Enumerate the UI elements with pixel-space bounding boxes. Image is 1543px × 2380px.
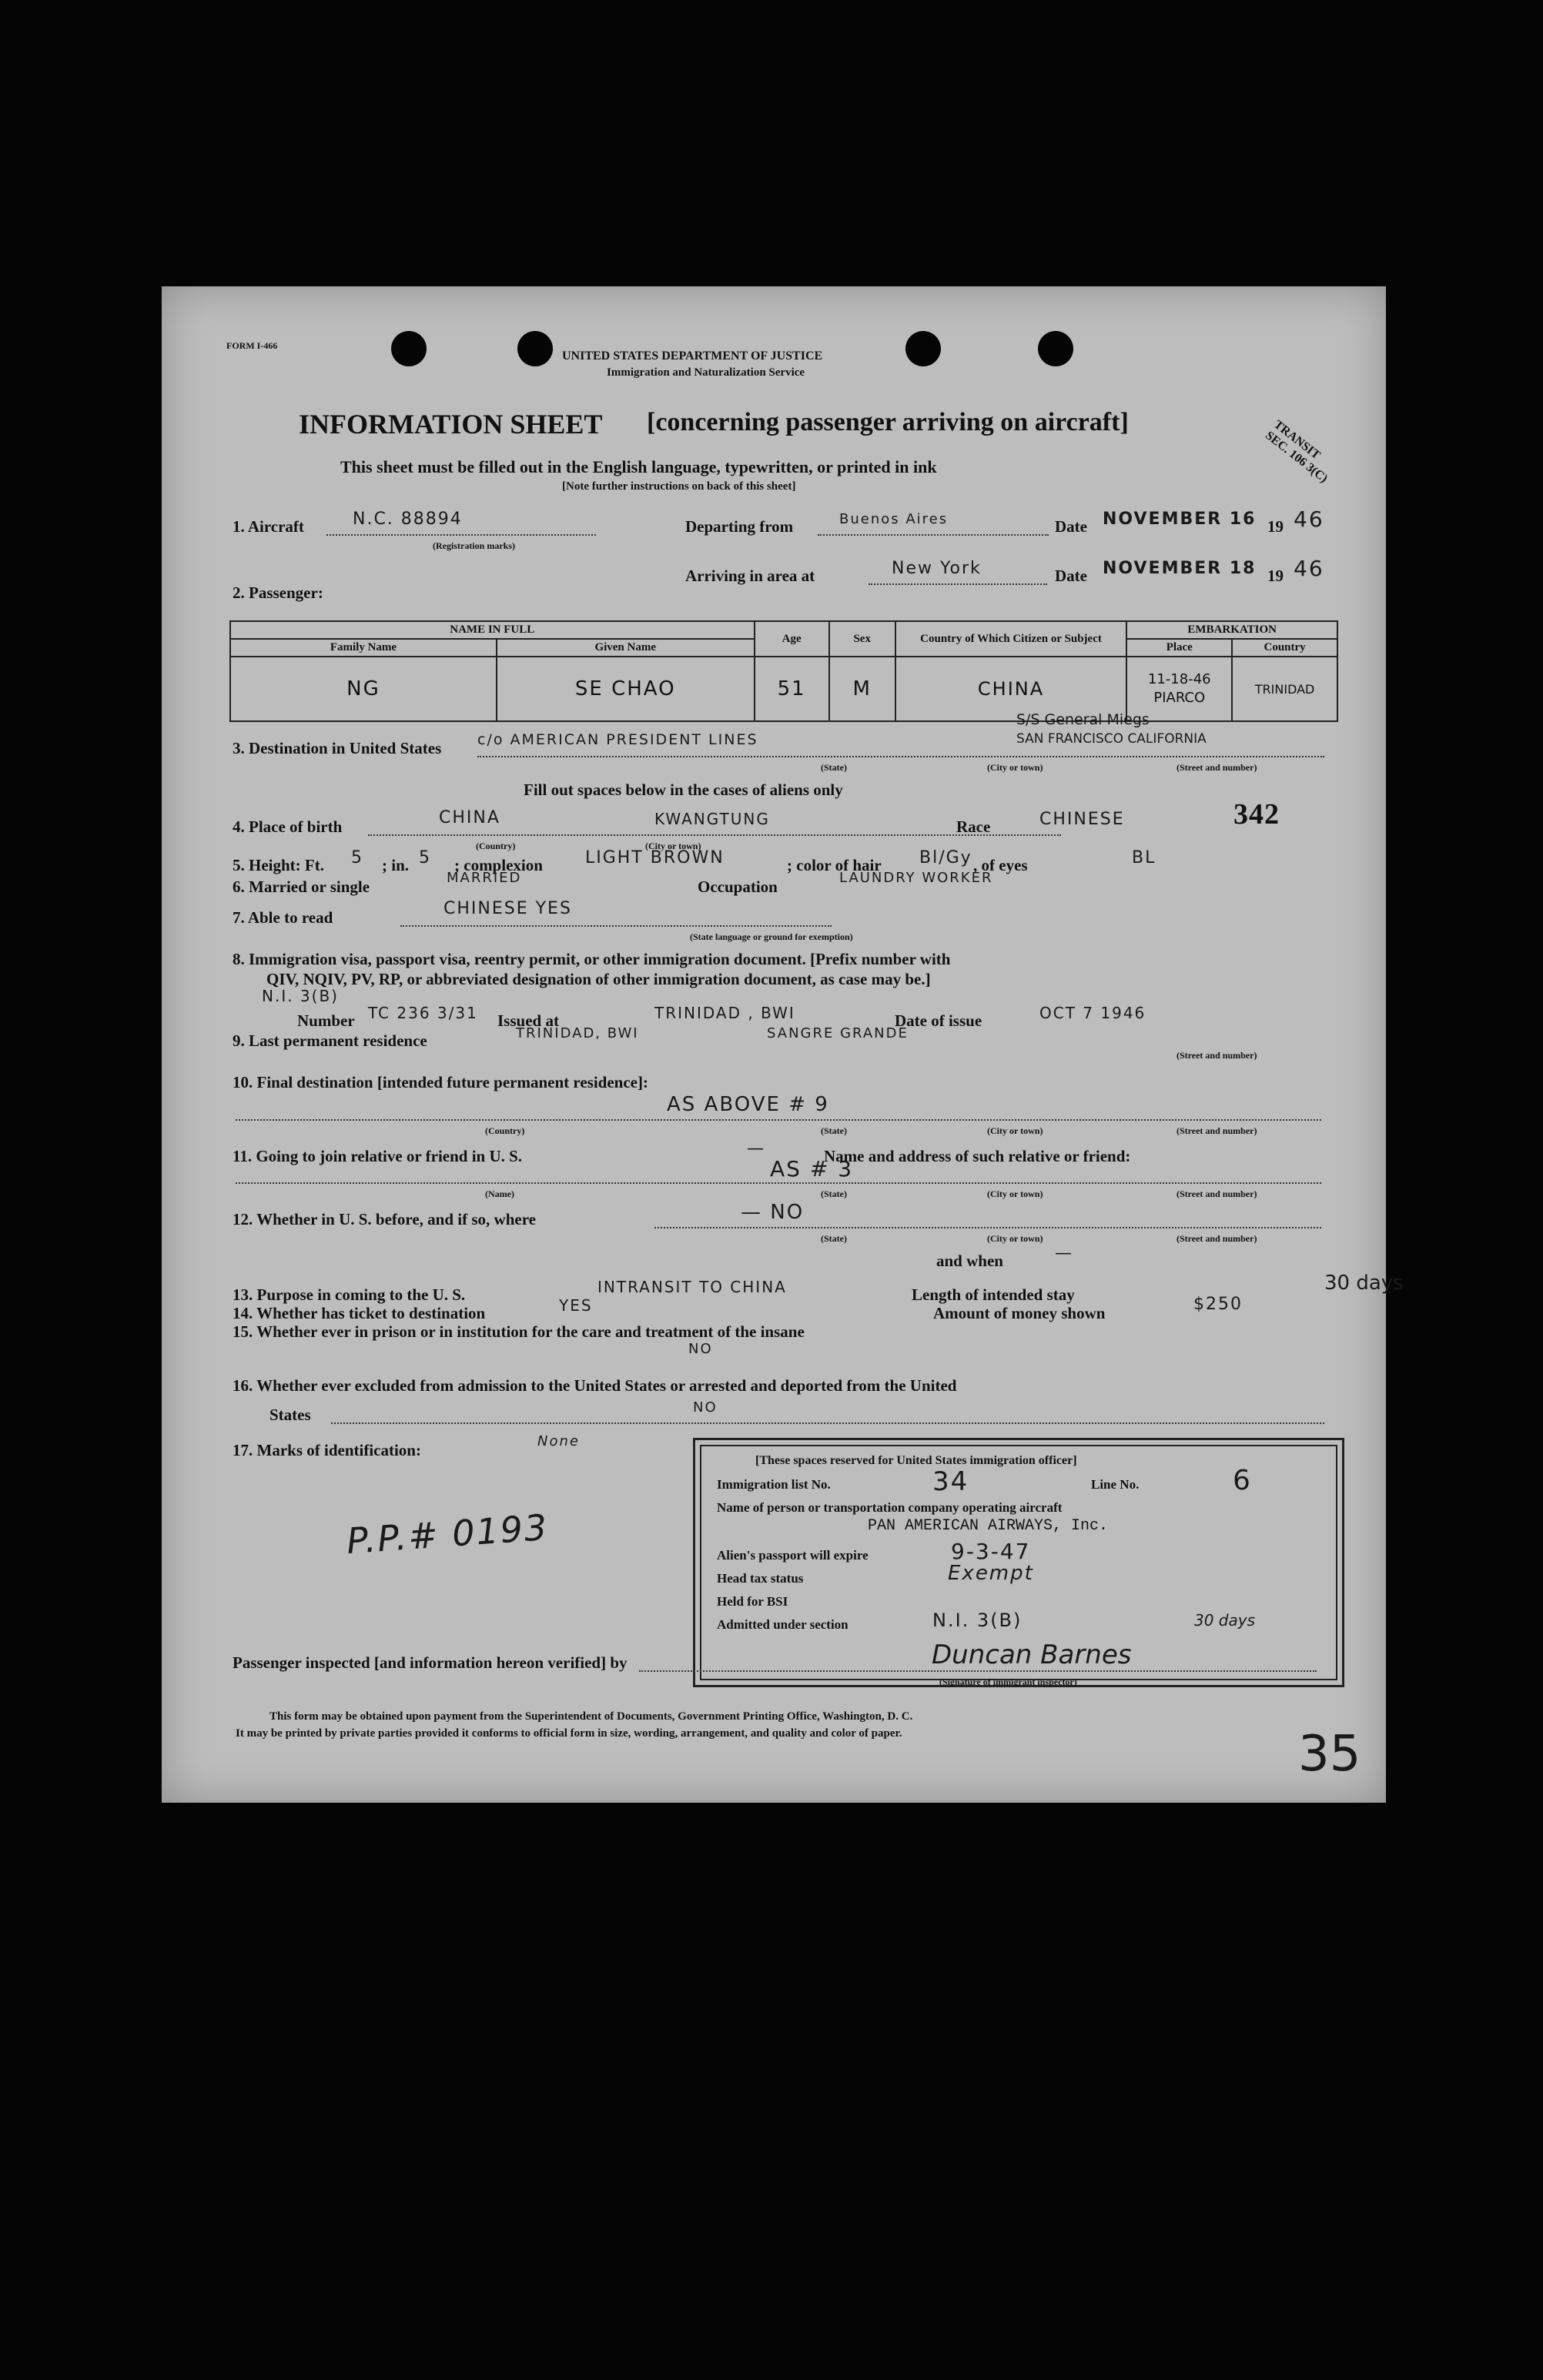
hair-label: ; color of hair [787,856,882,874]
birth-country: CHINA [439,808,500,827]
cap-country-10: (Country) [485,1125,525,1136]
place-header: Place [1126,639,1232,657]
headtax-value: Exempt [948,1562,1034,1585]
year-arrival: 46 [1294,556,1324,581]
married-label: 6. Married or single [233,877,370,896]
aliens-only-heading: Fill out spaces below in the cases of aliens only [524,781,843,799]
sex-cell: M [829,657,895,721]
complexion-label: ; complexion [454,856,543,874]
join-label: 11. Going to join relative or friend in U. S. [233,1147,523,1165]
destination-ship: S/S General Miegs [1016,711,1150,728]
embarkation-header: EMBARKATION [1126,621,1337,639]
cap-city: (City or town) [987,762,1043,773]
excluded-value: NO [693,1399,718,1416]
cap-state-10: (State) [821,1125,847,1136]
note: [Note further instructions on back of this sheet] [562,480,796,493]
occupation-value: LAUNDRY WORKER [839,870,993,886]
height-in: 5 [419,848,431,867]
date-label: Date [1055,517,1087,536]
punch-hole [517,331,553,366]
punch-hole [1038,331,1073,366]
destination-label: 3. Destination in United States [233,739,442,757]
race-code: 342 [1233,798,1280,831]
reg-caption: (Registration marks) [433,540,515,551]
admitted-value: N.I. 3(B) [932,1610,1023,1631]
issued-label: Issued at [497,1011,559,1030]
aircraft-value: N.C. 88894 [353,510,463,529]
page-title: INFORMATION SHEET [299,409,603,440]
ticket-label: 14. Whether has ticket to destination [233,1304,486,1322]
cap-street-12: (Street and number) [1176,1233,1257,1244]
passport-value: 9-3-47 [951,1539,1031,1564]
family-name-cell: NG [230,657,497,721]
residence-value: TRINIDAD, BWI [516,1025,639,1041]
destination-city: SAN FRANCISCO CALIFORNIA [1016,731,1207,747]
company-value: PAN AMERICAN AIRWAYS, Inc. [868,1517,1109,1535]
admitted-label: Admitted under section [717,1617,848,1632]
prison-value: NO [688,1341,713,1357]
final-dest-value: AS ABOVE # 9 [667,1093,829,1116]
height-in-label: ; in. [382,856,410,874]
footer-line-2: It may be printed by private parties provided it conforms to official form in size, wording, arrangement, and quality and color of paper. [236,1727,902,1740]
cap-state: (State) [821,762,847,773]
when-label: and when [936,1252,1003,1270]
embark-date: 11-18-46 [1147,671,1211,687]
citizen-cell: CHINA [895,657,1127,721]
join-value: — [747,1139,765,1158]
cap-country: (Country) [476,841,516,851]
name-address-label: Name and address of such relative or friend: [824,1147,1131,1165]
arriving-label: Arriving in area at [685,567,815,585]
cap-name-11: (Name) [485,1188,514,1199]
punch-hole [905,331,941,366]
cap-state-11: (State) [821,1188,847,1199]
purpose-value: INTRANSIT TO CHINA [597,1278,787,1296]
before-value: — NO [741,1201,805,1224]
issue-date-label: Date of issue [895,1011,982,1030]
arriving-value: New York [892,559,982,578]
cap-state-12: (State) [821,1233,847,1244]
cap-street-11: (Street and number) [1176,1188,1257,1199]
excluded-label-2: States [269,1406,311,1424]
residence-label: 9. Last permanent residence [233,1031,427,1050]
instructions: This sheet must be filled out in the English language, typewritten, or printed in ink [340,457,937,476]
before-label: 12. Whether in U. S. before, and if so, where [233,1210,536,1228]
residence-town: SANGRE GRANDE [767,1025,909,1041]
country-cell: TRINIDAD [1232,657,1337,721]
read-value: CHINESE YES [443,899,572,918]
issue-date-value: OCT 7 1946 [1039,1004,1146,1022]
citizen-header: Country of Which Citizen or Subject [895,621,1127,657]
married-value: MARRIED [447,870,522,886]
cap-city-2: (City or town) [645,841,701,851]
form-number: FORM I-466 [226,340,278,351]
birthplace-label: 4. Place of birth [233,817,343,836]
eyes-value: BL [1132,848,1156,867]
ticket-value: YES [559,1296,593,1315]
money-value: $250 [1193,1295,1243,1314]
cap-street-10: (Street and number) [1176,1125,1257,1136]
visa-number: TC 236 3/31 [368,1004,478,1022]
information-sheet [162,286,1404,1803]
given-name-cell: SE CHAO [497,657,755,721]
prison-label: 15. Whether ever in prison or in institution for the care and treatment of the insane [233,1322,805,1341]
birth-city: KWANGTUNG [654,810,770,828]
height-ft: 5 [351,848,363,867]
country-header: Country [1232,639,1337,657]
year-prefix-2: 19 [1267,567,1284,585]
purpose-label: 13. Purpose in coming to the U. S. [233,1285,466,1304]
cap-street-9: (Street and number) [1176,1050,1257,1061]
marks-label: 17. Marks of identification: [233,1441,421,1459]
eyes-label: , of eyes [973,856,1028,874]
punch-hole [391,331,427,366]
inspected-label: Passenger inspected [and information hereon verified] by [233,1653,628,1672]
year-prefix: 19 [1267,517,1284,536]
headtax-label: Head tax status [717,1571,804,1586]
excluded-label: 16. Whether ever excluded from admission to the United States or arrested and deported from the United [233,1376,957,1395]
family-name-header: Family Name [230,639,497,657]
cap-city-10: (City or town) [987,1125,1043,1136]
visa-margin-note: N.I. 3(B) [262,987,339,1005]
cap-city-11: (City or town) [987,1188,1043,1199]
name-in-full-header: NAME IN FULL [230,621,755,639]
agency: UNITED STATES DEPARTMENT OF JUSTICE [562,349,823,363]
company-label: Name of person or transportation company operating aircraft [717,1500,1063,1515]
race-value: CHINESE [1039,810,1125,829]
age-header: Age [755,621,829,657]
given-name-header: Given Name [497,639,755,657]
aircraft-label: 1. Aircraft [233,517,304,536]
date-label-2: Date [1055,567,1087,585]
hair-value: Bl/Gy [919,848,972,867]
year-departure: 46 [1294,506,1324,532]
stay-value: 30 days [1324,1272,1404,1295]
passport-label: Alien's passport will expire [717,1548,869,1563]
visa-number-label: Number [297,1011,355,1030]
destination-value: c/o AMERICAN PRESIDENT LINES [477,731,758,748]
occupation-label: Occupation [698,877,778,896]
pp-number: P.P.# 0193 [345,1506,550,1563]
page-subtitle: [concerning passenger arriving on aircraft] [647,408,1129,436]
footer-line-1: This form may be obtained upon payment from the Superintendent of Documents, Government Printing Office, Washington, D. C. [269,1710,913,1723]
stay-label: Length of intended stay [912,1285,1075,1304]
complexion-value: LIGHT BROWN [585,848,725,867]
visa-label-2: QIV, NQIV, PV, RP, or abbreviated designation of other immigration document, as case may be.] [266,970,931,988]
join-value-2: AS # 3 [770,1156,854,1182]
height-label: 5. Height: Ft. [233,856,324,874]
age-cell: 51 [755,657,829,721]
cap-street: (Street and number) [1176,762,1257,773]
signature-caption: (Signature of immigrant inspector) [939,1676,1077,1687]
line-value: 6 [1233,1465,1252,1496]
inspector-signature: Duncan Barnes [932,1640,1132,1670]
passenger-label: 2. Passenger: [233,583,323,602]
visa-label: 8. Immigration visa, passport visa, reentry permit, or other immigration document. [Prefix number with [233,950,951,968]
service: Immigration and Naturalization Service [607,366,805,379]
date-departure: NOVEMBER 16 [1103,510,1257,529]
bsi-label: Held for BSI [717,1594,788,1609]
list-label: Immigration list No. [717,1477,831,1492]
issued-value: TRINIDAD , BWI [654,1004,795,1022]
admitted-value-2: 30 days [1194,1611,1256,1630]
date-arrival: NOVEMBER 18 [1103,559,1257,578]
cap-city-12: (City or town) [987,1233,1043,1244]
officer-box-header: [These spaces reserved for United States immigration officer] [755,1454,1077,1467]
page-number: 35 [1298,1726,1361,1783]
money-label: Amount of money shown [933,1304,1106,1322]
final-dest-label: 10. Final destination [intended future permanent residence]: [233,1073,648,1091]
read-label: 7. Able to read [233,908,333,927]
sex-header: Sex [829,621,895,657]
departing-label: Departing from [685,517,794,536]
marks-value: None [537,1433,580,1449]
when-value: — [1055,1244,1073,1263]
line-label: Line No. [1091,1477,1140,1492]
list-value: 34 [932,1466,969,1497]
departing-value: Buenos Aires [839,511,949,527]
race-label: Race [956,817,991,836]
read-caption: (State language or ground for exemption) [690,931,853,942]
transit-stamp: TRANSIT SEC. 106 3(C) [1263,418,1330,486]
passenger-table [229,620,1338,722]
embark-place: PIARCO [1153,690,1206,706]
